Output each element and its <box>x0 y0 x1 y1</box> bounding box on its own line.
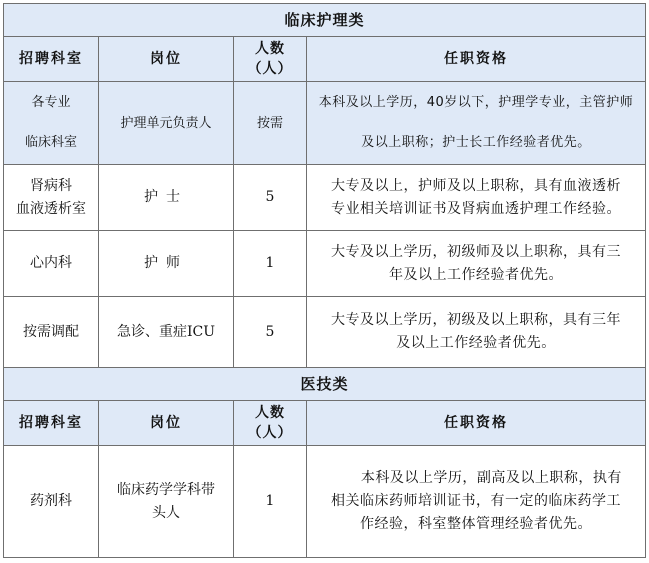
dept-cell: 按需调配 <box>4 297 99 368</box>
dept-cell <box>4 165 99 231</box>
requirements-line: 专业相关培训证书及肾病血透护理工作经验。 <box>331 200 621 217</box>
header-row <box>4 37 646 82</box>
table-row <box>4 231 646 297</box>
count-cell: 5 <box>234 165 307 231</box>
recruitment-table <box>3 3 646 558</box>
dept-line: 各专业 <box>31 95 71 110</box>
table-row <box>4 297 646 368</box>
post-cell <box>99 446 234 558</box>
dept-line: 肾病科 <box>30 177 72 194</box>
table-row <box>4 165 646 231</box>
requirements-line: 大专及以上学历，初级及以上职称，具有三年 <box>331 312 621 328</box>
header-requirements: 任职资格 <box>307 401 646 446</box>
header-count <box>234 401 307 446</box>
count-cell: 1 <box>234 231 307 297</box>
requirements-line: 年及以上工作经验者优先。 <box>389 266 563 283</box>
requirements-cell <box>307 231 646 297</box>
count-cell: 5 <box>234 297 307 368</box>
post-line: 头人 <box>152 504 180 521</box>
requirements-line: 本科及以上学历，40岁以下，护理学专业，主管护师 <box>318 95 634 110</box>
requirements-line: 作经验，科室整体管理经验者优先。 <box>360 516 592 532</box>
dept-line: 临床科室 <box>24 135 77 150</box>
dept-cell: 心内科 <box>4 231 99 297</box>
header-row <box>4 401 646 446</box>
requirements-cell <box>307 82 646 165</box>
requirements-line: 大专及以上学历，初级师及以上职称，具有三 <box>331 243 621 260</box>
header-dept: 招聘科室 <box>4 401 99 446</box>
post-cell: 急诊、重症ICU <box>99 297 234 368</box>
header-count <box>234 37 307 82</box>
requirements-line: 及以上工作经验者优先。 <box>396 335 556 351</box>
requirements-line: 大专及以上，护师及以上职称，具有血液透析 <box>331 177 621 194</box>
post-cell: 护理单元负责人 <box>99 82 234 165</box>
header-count-line2: （人） <box>247 425 293 441</box>
header-dept: 招聘科室 <box>4 37 99 82</box>
section-title-medtech: 医技类 <box>4 368 646 401</box>
count-cell: 按需 <box>234 82 307 165</box>
post-cell: 护师 <box>99 231 234 297</box>
requirements-cell <box>307 165 646 231</box>
post-cell: 护士 <box>99 165 234 231</box>
section-row-medtech <box>4 368 646 401</box>
header-post: 岗位 <box>99 401 234 446</box>
dept-line: 血液透析室 <box>16 200 86 217</box>
table-row <box>4 82 646 165</box>
requirements-cell <box>307 446 646 558</box>
header-requirements: 任职资格 <box>307 37 646 82</box>
section-row-nursing <box>4 4 646 37</box>
dept-cell <box>4 82 99 165</box>
header-count-line1: 人数 <box>255 405 285 421</box>
table-row <box>4 446 646 558</box>
requirements-line: 本科及以上学历，副高及以上职称，执有 <box>360 470 622 486</box>
header-post: 岗位 <box>99 37 234 82</box>
requirements-line: 及以上职称；护士长工作经验者优先。 <box>361 135 591 150</box>
post-line: 临床药学学科带 <box>117 481 215 498</box>
section-title-nursing: 临床护理类 <box>4 4 646 37</box>
header-count-line2: （人） <box>247 61 293 77</box>
dept-cell: 药剂科 <box>4 446 99 558</box>
requirements-line: 相关临床药师培训证书，有一定的临床药学工 <box>331 493 621 509</box>
header-count-line1: 人数 <box>255 41 285 57</box>
count-cell: 1 <box>234 446 307 558</box>
requirements-cell <box>307 297 646 368</box>
